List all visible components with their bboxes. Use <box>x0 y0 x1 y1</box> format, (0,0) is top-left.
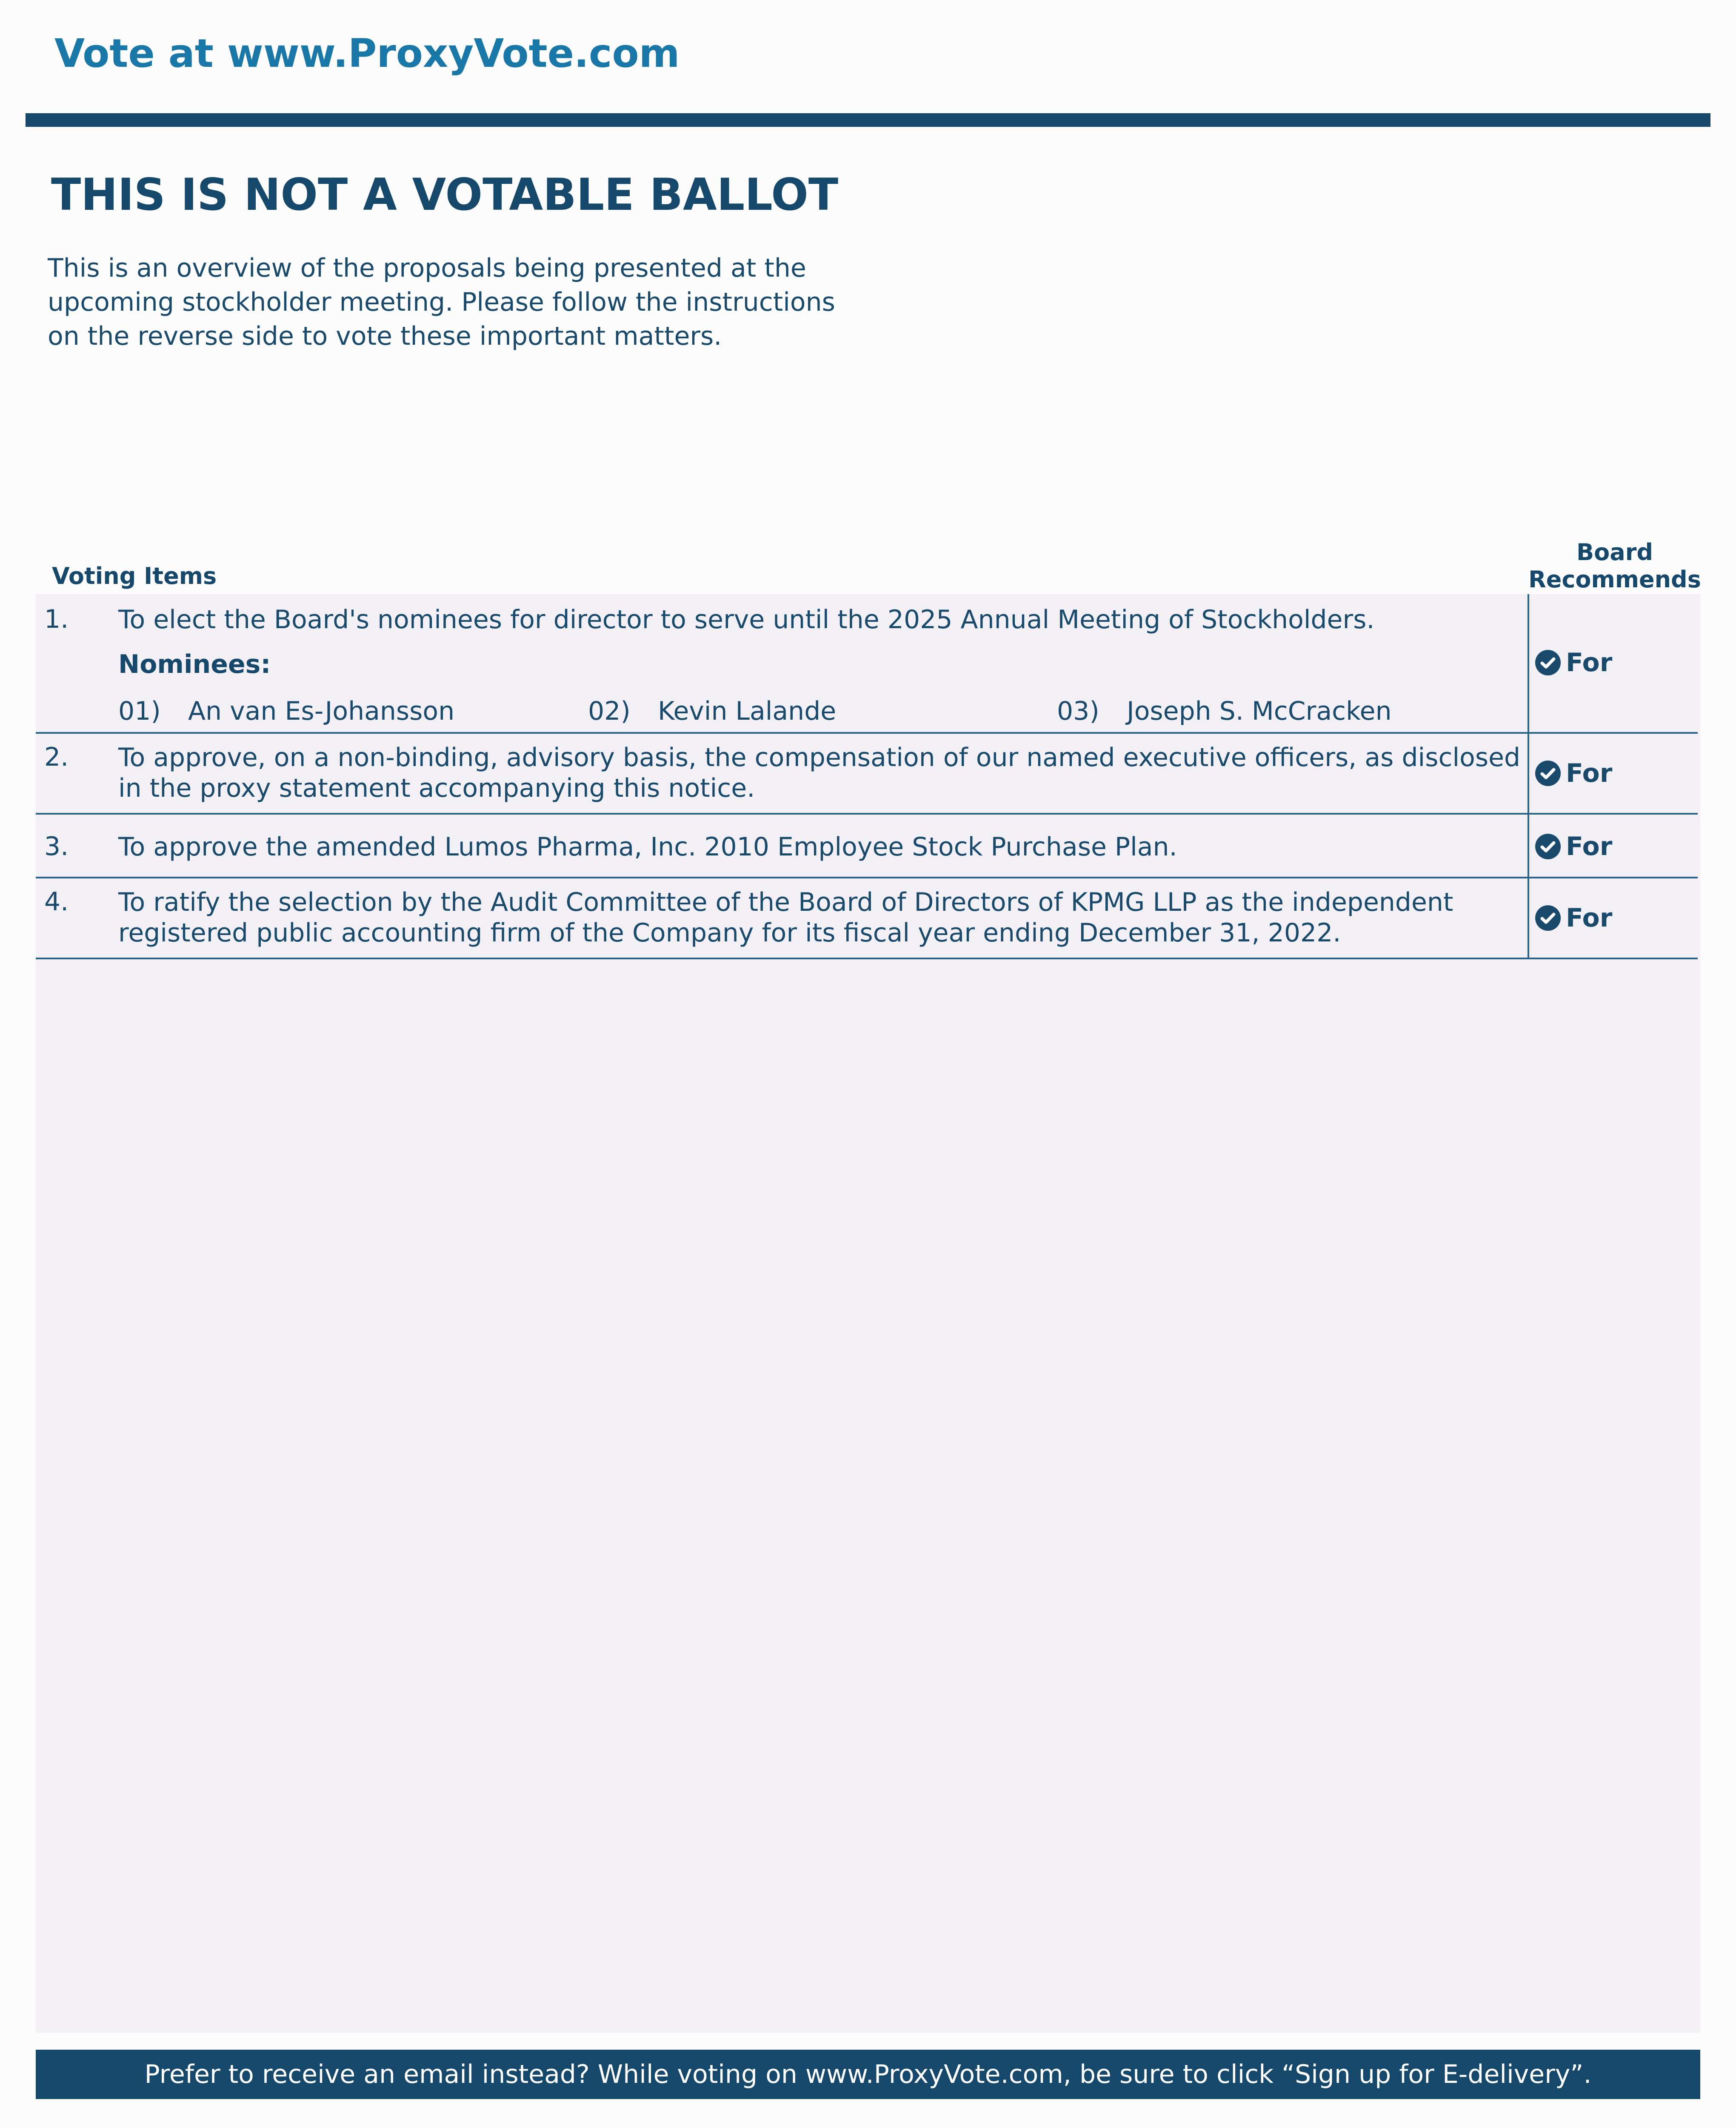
check-circle-icon <box>1535 761 1561 786</box>
intro-text: This is an overview of the proposals being presented at the upcoming stockholder meeting. Please follow the instructions on the reverse side to vote these important matters. <box>48 253 835 351</box>
voting-item-1 <box>36 594 1698 734</box>
recommendation-label: For <box>1566 832 1613 861</box>
nominee-number: 01) <box>118 696 161 726</box>
item-text: To elect the Board's nominees for director to serve until the 2025 Annual Meeting of Stockholders. <box>118 605 1375 635</box>
voting-item-3 <box>36 815 1698 878</box>
item-text: To approve the amended Lumos Pharma, Inc. 2010 Employee Stock Purchase Plan. <box>118 832 1177 862</box>
nominee-name: An van Es-Johansson <box>188 696 455 726</box>
item-text: To ratify the selection by the Audit Committee of the Board of Directors of KPMG LLP as the independent registered public accounting firm of the Company for its fiscal year ending December 31, 2022. <box>118 887 1453 948</box>
voting-item-4 <box>36 878 1698 959</box>
recommendation-label: For <box>1566 648 1613 678</box>
board-recommendation <box>1535 903 1612 933</box>
item-number: 3. <box>44 832 69 861</box>
check-circle-icon <box>1535 905 1561 931</box>
board-recommends-header-line1: Board <box>1576 539 1653 566</box>
column-divider <box>1528 878 1529 958</box>
check-circle-icon <box>1535 834 1561 859</box>
item-text: To approve, on a non-binding, advisory basis, the compensation of our named executive officers, as disclosed in the proxy statement accompanying this notice. <box>118 743 1521 803</box>
board-recommendation <box>1535 648 1612 678</box>
recommendation-label: For <box>1566 758 1613 788</box>
column-divider <box>1528 734 1529 813</box>
nominees-label: Nominees: <box>118 649 271 679</box>
e-delivery-text: Prefer to receive an email instead? While voting on www.ProxyVote.com, be sure to click “Sign up for E-delivery”. <box>144 2059 1592 2089</box>
proxyvote-link[interactable]: Vote at www.ProxyVote.com <box>54 31 680 76</box>
item-number: 1. <box>44 604 69 634</box>
check-circle-icon <box>1535 650 1561 675</box>
board-recommends-header-line2: Recommends <box>1528 566 1701 593</box>
item-number: 4. <box>44 887 69 917</box>
board-recommends-header <box>1515 539 1715 593</box>
board-recommendation <box>1535 758 1612 788</box>
column-divider <box>1528 594 1529 732</box>
nominee-number: 02) <box>588 696 631 726</box>
voting-items-header: Voting Items <box>52 563 217 589</box>
item-number: 2. <box>44 742 69 772</box>
nominee-name: Kevin Lalande <box>658 696 837 726</box>
board-recommendation <box>1535 832 1612 861</box>
header-rule <box>26 113 1710 127</box>
nominee-name: Joseph S. McCracken <box>1127 696 1392 726</box>
page-title: THIS IS NOT A VOTABLE BALLOT <box>51 169 839 220</box>
recommendation-label: For <box>1566 903 1613 933</box>
voting-item-2 <box>36 734 1698 815</box>
column-divider <box>1528 815 1529 877</box>
nominee-number: 03) <box>1057 696 1099 726</box>
e-delivery-banner <box>36 2050 1700 2099</box>
